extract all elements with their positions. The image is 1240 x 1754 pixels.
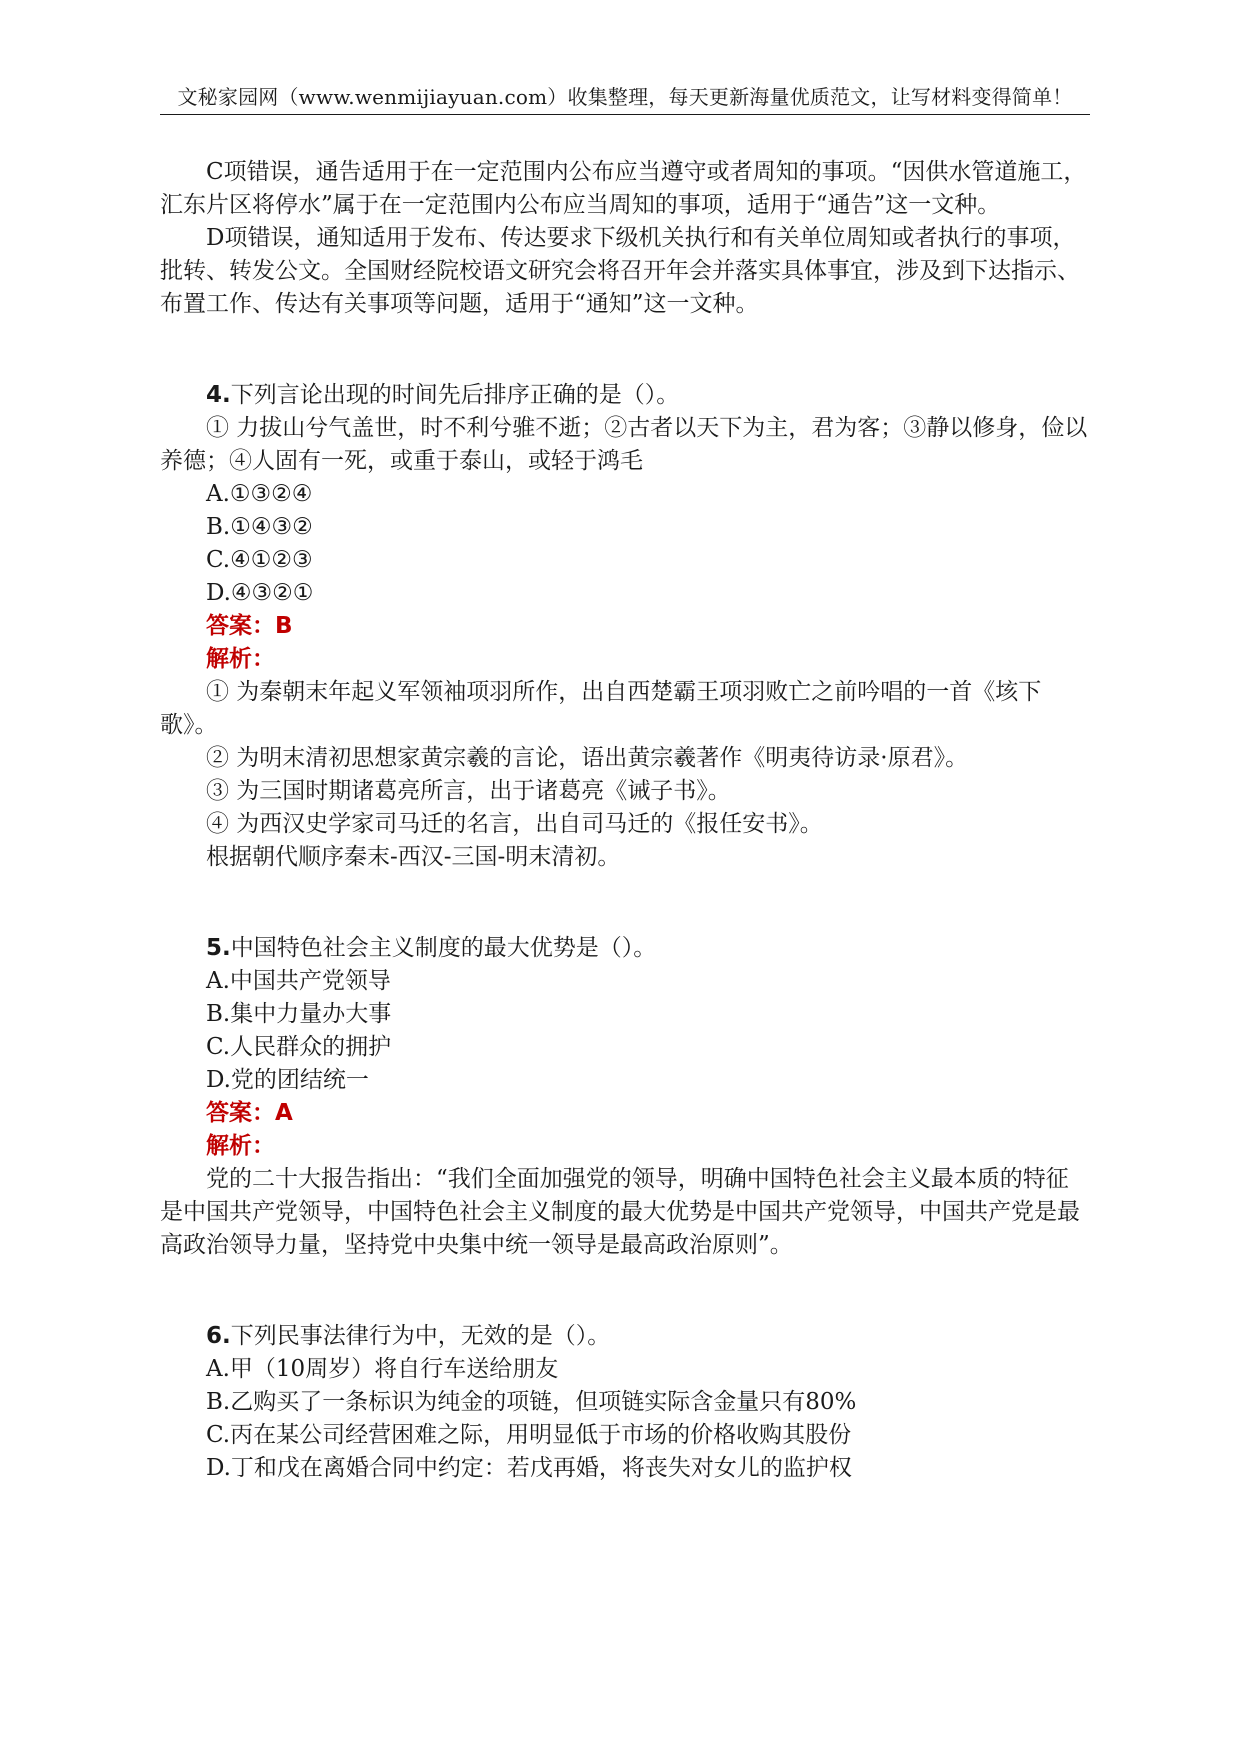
analysis-label: 解析：	[206, 1133, 275, 1159]
option-a: A.①③②④	[206, 481, 313, 507]
analysis-line: ② 为明末清初思想家黄宗羲的言论，语出黄宗羲著作《明夷待访录·原君》。	[206, 745, 969, 771]
option-c: C.丙在某公司经营困难之际，用明显低于市场的价格收购其股份	[206, 1422, 852, 1448]
answer-label: 答案：A	[206, 1100, 293, 1126]
question-stem	[160, 1320, 1090, 1353]
question-text: 中国特色社会主义制度的最大优势是（）。	[230, 935, 657, 961]
document-page	[160, 0, 1090, 1754]
option-d-explanation: D项错误，通知适用于发布、传达要求下级机关执行和有关单位周知或者执行的事项，批转、转发公文。全国财经院校语文研究会将召开年会并落实具体事宜，涉及到下达指示、布置工作、传达有关事项等问题，适用于“通知”这一文种。	[160, 225, 1080, 317]
spacer	[160, 1262, 1090, 1320]
option-d: D.党的团结统一	[206, 1067, 369, 1093]
option-b: B.乙购买了一条标识为纯金的项链，但项链实际含金量只有80%	[206, 1389, 857, 1415]
analysis-line: 根据朝代顺序秦末-西汉-三国-明末清初。	[206, 844, 621, 870]
question-material: ① 力拔山兮气盖世，时不利兮骓不逝；②古者以天下为主，君为客；③静以修身，俭以养德；④人固有一死，或重于泰山，或轻于鸿毛	[160, 415, 1088, 474]
option-b: B.集中力量办大事	[206, 1001, 392, 1027]
option-d: D.④③②①	[206, 580, 314, 606]
option-a: A.甲（10周岁）将自行车送给朋友	[206, 1356, 559, 1382]
option-c-explanation: C项错误，通告适用于在一定范围内公布应当遵守或者周知的事项。“因供水管道施工，汇东片区将停水”属于在一定范围内公布应当周知的事项，适用于“通告”这一文种。	[160, 159, 1087, 218]
question-text: 下列民事法律行为中，无效的是（）。	[230, 1323, 611, 1349]
question-number: 4.	[206, 382, 231, 408]
analysis-text: 党的二十大报告指出：“我们全面加强党的领导，明确中国特色社会主义最本质的特征是中国共产党领导，中国特色社会主义制度的最大优势是中国共产党领导，中国共产党是最高政治领导力量，坚持党中央集中统一领导是最高政治原则”。	[160, 1166, 1080, 1258]
answer-label: 答案：B	[206, 613, 293, 639]
question-number: 5.	[206, 935, 231, 961]
question-4	[160, 379, 1090, 874]
spacer	[160, 874, 1090, 932]
option-a: A.中国共产党领导	[206, 968, 391, 994]
analysis-line: ③ 为三国时期诸葛亮所言，出于诸葛亮《诫子书》。	[206, 778, 731, 804]
question-text: 下列言论出现的时间先后排序正确的是（）。	[230, 382, 680, 408]
analysis-line: ④ 为西汉史学家司马迁的名言，出自司马迁的《报任安书》。	[206, 811, 823, 837]
option-d: D.丁和戊在离婚合同中约定：若戊再婚，将丧失对女儿的监护权	[206, 1455, 852, 1481]
page-header: 文秘家园网（www.wenmijiayuan.com）收集整理，每天更新海量优质范文，让写材料变得简单！	[160, 84, 1090, 115]
option-c: C.④①②③	[206, 547, 313, 573]
document-body	[160, 156, 1090, 1485]
analysis-label: 解析：	[206, 646, 275, 672]
question-5	[160, 932, 1090, 1262]
option-b: B.①④③②	[206, 514, 313, 540]
analysis-line: ① 为秦朝末年起义军领袖项羽所作，出自西楚霸王项羽败亡之前吟唱的一首《垓下歌》。	[160, 679, 1042, 738]
question-number: 6.	[206, 1323, 231, 1349]
spacer	[160, 321, 1090, 379]
question-stem	[160, 379, 1090, 412]
question-stem	[160, 932, 1090, 965]
option-c: C.人民群众的拥护	[206, 1034, 392, 1060]
question-6	[160, 1320, 1090, 1485]
